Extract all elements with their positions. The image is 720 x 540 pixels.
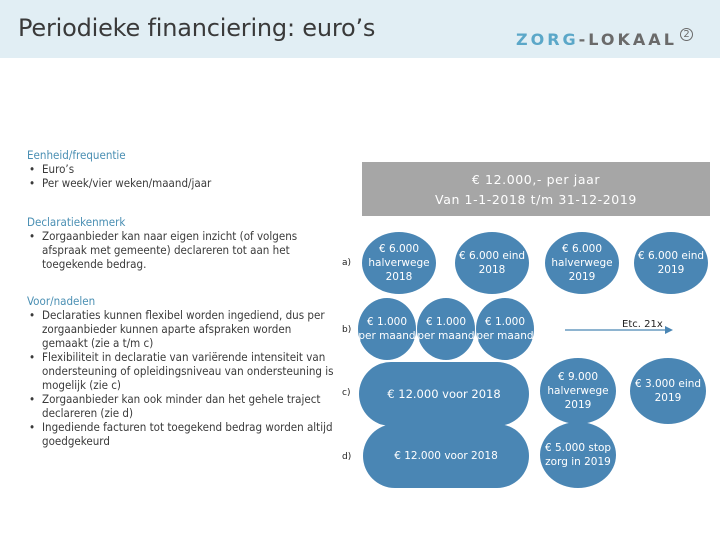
- zorg-lokaal-logo: [516, 30, 677, 49]
- logo-dash: -: [578, 30, 589, 49]
- section-heading: Eenheid/frequentie: [27, 148, 126, 162]
- bullet-item: • Zorgaanbieder kan naar eigen inzicht (of volgens afspraak met gemeente) declareren tot aan het toegekende bedrag.: [27, 229, 327, 271]
- payment-node-a1: € 6.000 halverwege 2018: [362, 232, 436, 294]
- section-voor-nadelen: [27, 294, 335, 448]
- bullet-list: [27, 162, 337, 190]
- logo-part-zorg: ZORG: [516, 30, 579, 49]
- row-label-a: a): [342, 258, 352, 268]
- bullet-item: • Flexibiliteit in declaratie van variërende intensiteit van ondersteuning of opleidingsniveau van ondersteuning is mogelijk (zie c): [27, 350, 335, 392]
- row-label-b: b): [342, 325, 352, 335]
- section-declaratiekenmerk: [27, 215, 327, 271]
- total-amount: € 12.000,- per jaar: [471, 172, 601, 187]
- payment-node-b3: € 1.000 per maand: [476, 298, 534, 360]
- bullet-list: [27, 308, 335, 448]
- payment-node-a4: € 6.000 eind 2019: [634, 232, 708, 294]
- logo-mark-icon: 2: [680, 28, 693, 41]
- section-heading: Declaratiekenmerk: [27, 215, 126, 229]
- payment-node-c2: € 3.000 eind 2019: [630, 358, 706, 424]
- logo-part-lokaal: LOKAAL: [588, 30, 677, 49]
- total-amount-box: [362, 162, 710, 216]
- row-label-d: d): [342, 452, 352, 462]
- section-eenheid: [27, 148, 337, 190]
- row-label-c: c): [342, 388, 351, 398]
- payment-pill-d: € 12.000 voor 2018: [363, 424, 529, 488]
- payment-node-b1: € 1.000 per maand: [358, 298, 416, 360]
- bullet-item: • Declaraties kunnen flexibel worden ingediend, dus per zorgaanbieder kunnen aparte afspraken worden gemaakt (zie a t/m c): [27, 308, 335, 350]
- payment-node-a2: € 6.000 eind 2018: [455, 232, 529, 294]
- total-period: Van 1-1-2018 t/m 31-12-2019: [435, 192, 637, 207]
- payment-node-d1: € 5.000 stop zorg in 2019: [540, 422, 616, 488]
- payment-pill-c: € 12.000 voor 2018: [359, 362, 529, 426]
- bullet-item: • Ingediende facturen tot toegekend bedrag worden altijd goedgekeurd: [27, 420, 335, 448]
- payment-node-c1: € 9.000 halverwege 2019: [540, 358, 616, 424]
- slide-title: Periodieke financiering: euro’s: [18, 14, 376, 42]
- payment-node-a3: € 6.000 halverwege 2019: [545, 232, 619, 294]
- payment-node-b2: € 1.000 per maand: [417, 298, 475, 360]
- section-heading: Voor/nadelen: [27, 294, 96, 308]
- bullet-item: • Euro’s: [27, 162, 337, 176]
- repeat-count-label: Etc. 21x: [622, 319, 663, 330]
- bullet-list: [27, 229, 327, 271]
- bullet-item: • Per week/vier weken/maand/jaar: [27, 176, 337, 190]
- bullet-item: • Zorgaanbieder kan ook minder dan het gehele traject declareren (zie d): [27, 392, 335, 420]
